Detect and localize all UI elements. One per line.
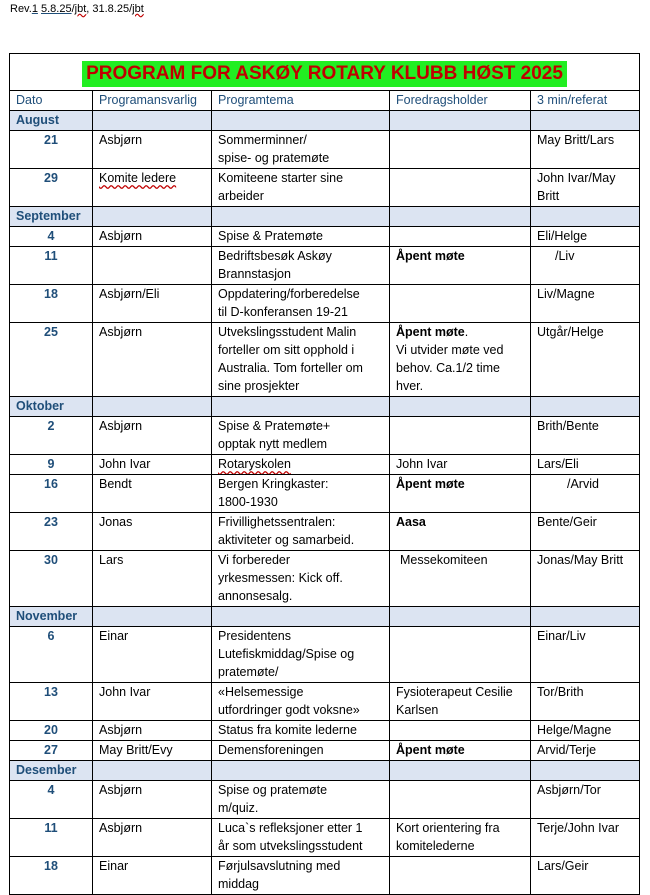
theme-line: middag [218,877,259,891]
theme-line: Sommerminner/ [218,133,307,147]
theme-line: Presidentens [218,629,291,643]
date-cell: 27 [10,741,93,761]
page-title: PROGRAM FOR ASKØY ROTARY KLUBB HØST 2025 [82,61,567,87]
header-dato: Dato [10,91,93,111]
referat-cell: Lars/Geir [531,857,640,895]
responsible-cell: Lars [93,551,212,607]
theme-line: Brannstasjon [218,267,291,281]
theme-cell [212,551,390,607]
speaker-cell [390,627,531,683]
responsible-cell: John Ivar [93,683,212,721]
theme-cell [212,169,390,207]
referat-cell: /Arvid [531,475,640,513]
revision-initials-2: jbt [132,3,144,15]
revision-date: 5.8.25 [41,3,72,15]
referat-cell: Brith/Bente [531,417,640,455]
revision-note [10,2,144,16]
table-row [10,247,640,285]
theme-line: pratemøte/ [218,665,279,679]
responsible-cell: Asbjørn [93,781,212,819]
theme-line: Spise & Pratemøte+ [218,419,331,433]
theme-line: til D-konferansen 19-21 [218,305,348,319]
referat-cell: Liv/Magne [531,285,640,323]
month-row-desember [10,761,640,781]
speaker-cell [390,323,531,397]
speaker-cell: Aasa [390,513,531,551]
speaker-cell [390,857,531,895]
theme-line: forteller om sitt opphold i [218,343,355,357]
speaker-cell [390,285,531,323]
responsible-cell: John Ivar [93,455,212,475]
date-cell: 30 [10,551,93,607]
theme-line: sine prosjekter [218,379,300,393]
header-referat: 3 min/referat [531,91,640,111]
responsible-cell [93,169,212,207]
theme-line: Frivillighetssentralen: [218,515,336,529]
speaker-cell: Åpent møte [390,741,531,761]
speaker-line: behov. Ca.1/2 time [396,361,500,375]
table-row [10,781,640,819]
theme-line: annonsesalg. [218,589,293,603]
table-row [10,627,640,683]
table-row [10,819,640,857]
theme-line: «Helsemessige [218,685,304,699]
theme-cell [212,781,390,819]
month-label: Oktober [10,397,93,417]
speaker-line: Karlsen [396,703,439,717]
referat-cell: May Britt/Lars [531,131,640,169]
month-row-august [10,111,640,131]
month-row-september [10,207,640,227]
referat-cell: /Liv [531,247,640,285]
table-row [10,475,640,513]
theme-cell: Status fra komite lederne [212,721,390,741]
referat-cell: Lars/Eli [531,455,640,475]
date-cell: 20 [10,721,93,741]
referat-cell: Asbjørn/Tor [531,781,640,819]
theme-line: Spise og pratemøte [218,783,328,797]
responsible-cell: Einar [93,857,212,895]
theme-line: år som utvekslingsstudent [218,839,363,853]
table-row [10,417,640,455]
program-table [9,53,640,895]
speaker-cell: Messekomiteen [390,551,531,607]
theme-line: Luca`s refleksjoner etter 1 [218,821,363,835]
open-meeting-label: Åpent møte [396,325,465,339]
header-row [10,91,640,111]
referat-cell: Eli/Helge [531,227,640,247]
theme-line: m/quiz. [218,801,259,815]
revision-prefix: Rev. [10,3,32,15]
theme-line: utfordringer godt voksne» [218,703,360,717]
speaker-cell [390,417,531,455]
referat-cell: Terje/John Ivar [531,819,640,857]
month-row-november [10,607,640,627]
theme-cell [212,247,390,285]
responsible-cell: Asbjørn [93,417,212,455]
speaker-cell: Åpent møte [390,247,531,285]
responsible-cell: Einar [93,627,212,683]
month-row-oktober [10,397,640,417]
table-row [10,513,640,551]
date-cell: 4 [10,227,93,247]
responsible-cell [93,247,212,285]
theme-line: Rotaryskolen [218,457,291,471]
theme-line: arbeider [218,189,264,203]
table-row [10,131,640,169]
speaker-line: komitelederne [396,839,475,853]
theme-line: Lutefiskmiddag/Spise og [218,647,355,661]
theme-line: Utvekslingsstudent Malin [218,325,357,339]
theme-line: Førjulsavslutning med [218,859,341,873]
referat-cell: Arvid/Terje [531,741,640,761]
table-row [10,323,640,397]
date-cell: 11 [10,247,93,285]
speaker-cell [390,169,531,207]
table-row [10,721,640,741]
date-cell: 29 [10,169,93,207]
speaker-cell [390,131,531,169]
month-label: September [10,207,93,227]
table-row [10,683,640,721]
responsible-cell: Jonas [93,513,212,551]
date-cell: 18 [10,857,93,895]
theme-cell [212,417,390,455]
responsible-cell: Asbjørn [93,227,212,247]
date-cell: 21 [10,131,93,169]
theme-cell [212,857,390,895]
theme-line: opptak nytt medlem [218,437,328,451]
date-cell: 16 [10,475,93,513]
referat-cell: Utgår/Helge [531,323,640,397]
theme-cell: Demensforeningen [212,741,390,761]
speaker-cell [390,721,531,741]
title-cell [10,54,640,91]
date-cell: 25 [10,323,93,397]
theme-cell [212,285,390,323]
header-tema: Programtema [212,91,390,111]
date-cell: 6 [10,627,93,683]
speaker-line: Vi utvider møte ved [396,343,504,357]
title-row [10,54,640,91]
referat-line: John Ivar/May [537,171,616,185]
table-row [10,551,640,607]
header-ansvarlig: Programansvarlig [93,91,212,111]
referat-cell: Bente/Geir [531,513,640,551]
speaker-line: Kort orientering fra [396,821,500,835]
header-foredrag: Foredragsholder [390,91,531,111]
theme-cell [212,475,390,513]
referat-cell: Tor/Brith [531,683,640,721]
referat-cell: Jonas/May Britt [531,551,640,607]
referat-cell: Helge/Magne [531,721,640,741]
table-row [10,285,640,323]
responsible-cell: Bendt [93,475,212,513]
revision-date-2: , 31.8.25/ [86,3,133,15]
date-cell: 9 [10,455,93,475]
month-label: August [10,111,93,131]
theme-cell [212,455,390,475]
theme-line: Bergen Kringkaster: [218,477,329,491]
month-label: November [10,607,93,627]
date-cell: 18 [10,285,93,323]
theme-line: Australia. Tom forteller om [218,361,363,375]
theme-cell [212,627,390,683]
theme-line: Bedriftsbesøk Askøy [218,249,332,263]
speaker-cell [390,683,531,721]
theme-cell [212,819,390,857]
month-label: Desember [10,761,93,781]
responsible-cell: Asbjørn/Eli [93,285,212,323]
speaker-line: Fysioterapeut Cesilie [396,685,513,699]
theme-cell: Spise & Pratemøte [212,227,390,247]
speaker-cell [390,819,531,857]
theme-line: Oppdatering/forberedelse [218,287,360,301]
theme-line: 1800-1930 [218,495,278,509]
date-cell: 13 [10,683,93,721]
theme-cell [212,683,390,721]
revision-initials: jbt [74,3,87,15]
speaker-line: hver. [396,379,424,393]
speaker-dot: . [464,325,469,339]
speaker-cell [390,227,531,247]
referat-cell: Einar/Liv [531,627,640,683]
theme-line: spise- og pratemøte [218,151,330,165]
speaker-cell [390,781,531,819]
responsible-text: Komite ledere [99,171,177,185]
date-cell: 4 [10,781,93,819]
date-cell: 11 [10,819,93,857]
responsible-cell: Asbjørn [93,323,212,397]
speaker-cell: Åpent møte [390,475,531,513]
theme-cell [212,323,390,397]
speaker-cell: John Ivar [390,455,531,475]
theme-line: Vi forbereder [218,553,291,567]
table-row [10,169,640,207]
table-row [10,455,640,475]
responsible-cell: Asbjørn [93,819,212,857]
responsible-cell: Asbjørn [93,721,212,741]
theme-cell [212,131,390,169]
revision-number: 1 [31,3,38,15]
table-row [10,227,640,247]
referat-cell [531,169,640,207]
theme-line: yrkesmessen: Kick off. [218,571,343,585]
theme-line: Komiteene starter sine [218,171,344,185]
date-cell: 23 [10,513,93,551]
theme-cell [212,513,390,551]
table-row [10,741,640,761]
responsible-cell: May Britt/Evy [93,741,212,761]
date-cell: 2 [10,417,93,455]
theme-line: aktiviteter og samarbeid. [218,533,355,547]
referat-line: Britt [537,189,560,203]
revision-separator: / [71,3,75,15]
responsible-cell: Asbjørn [93,131,212,169]
table-row [10,857,640,895]
